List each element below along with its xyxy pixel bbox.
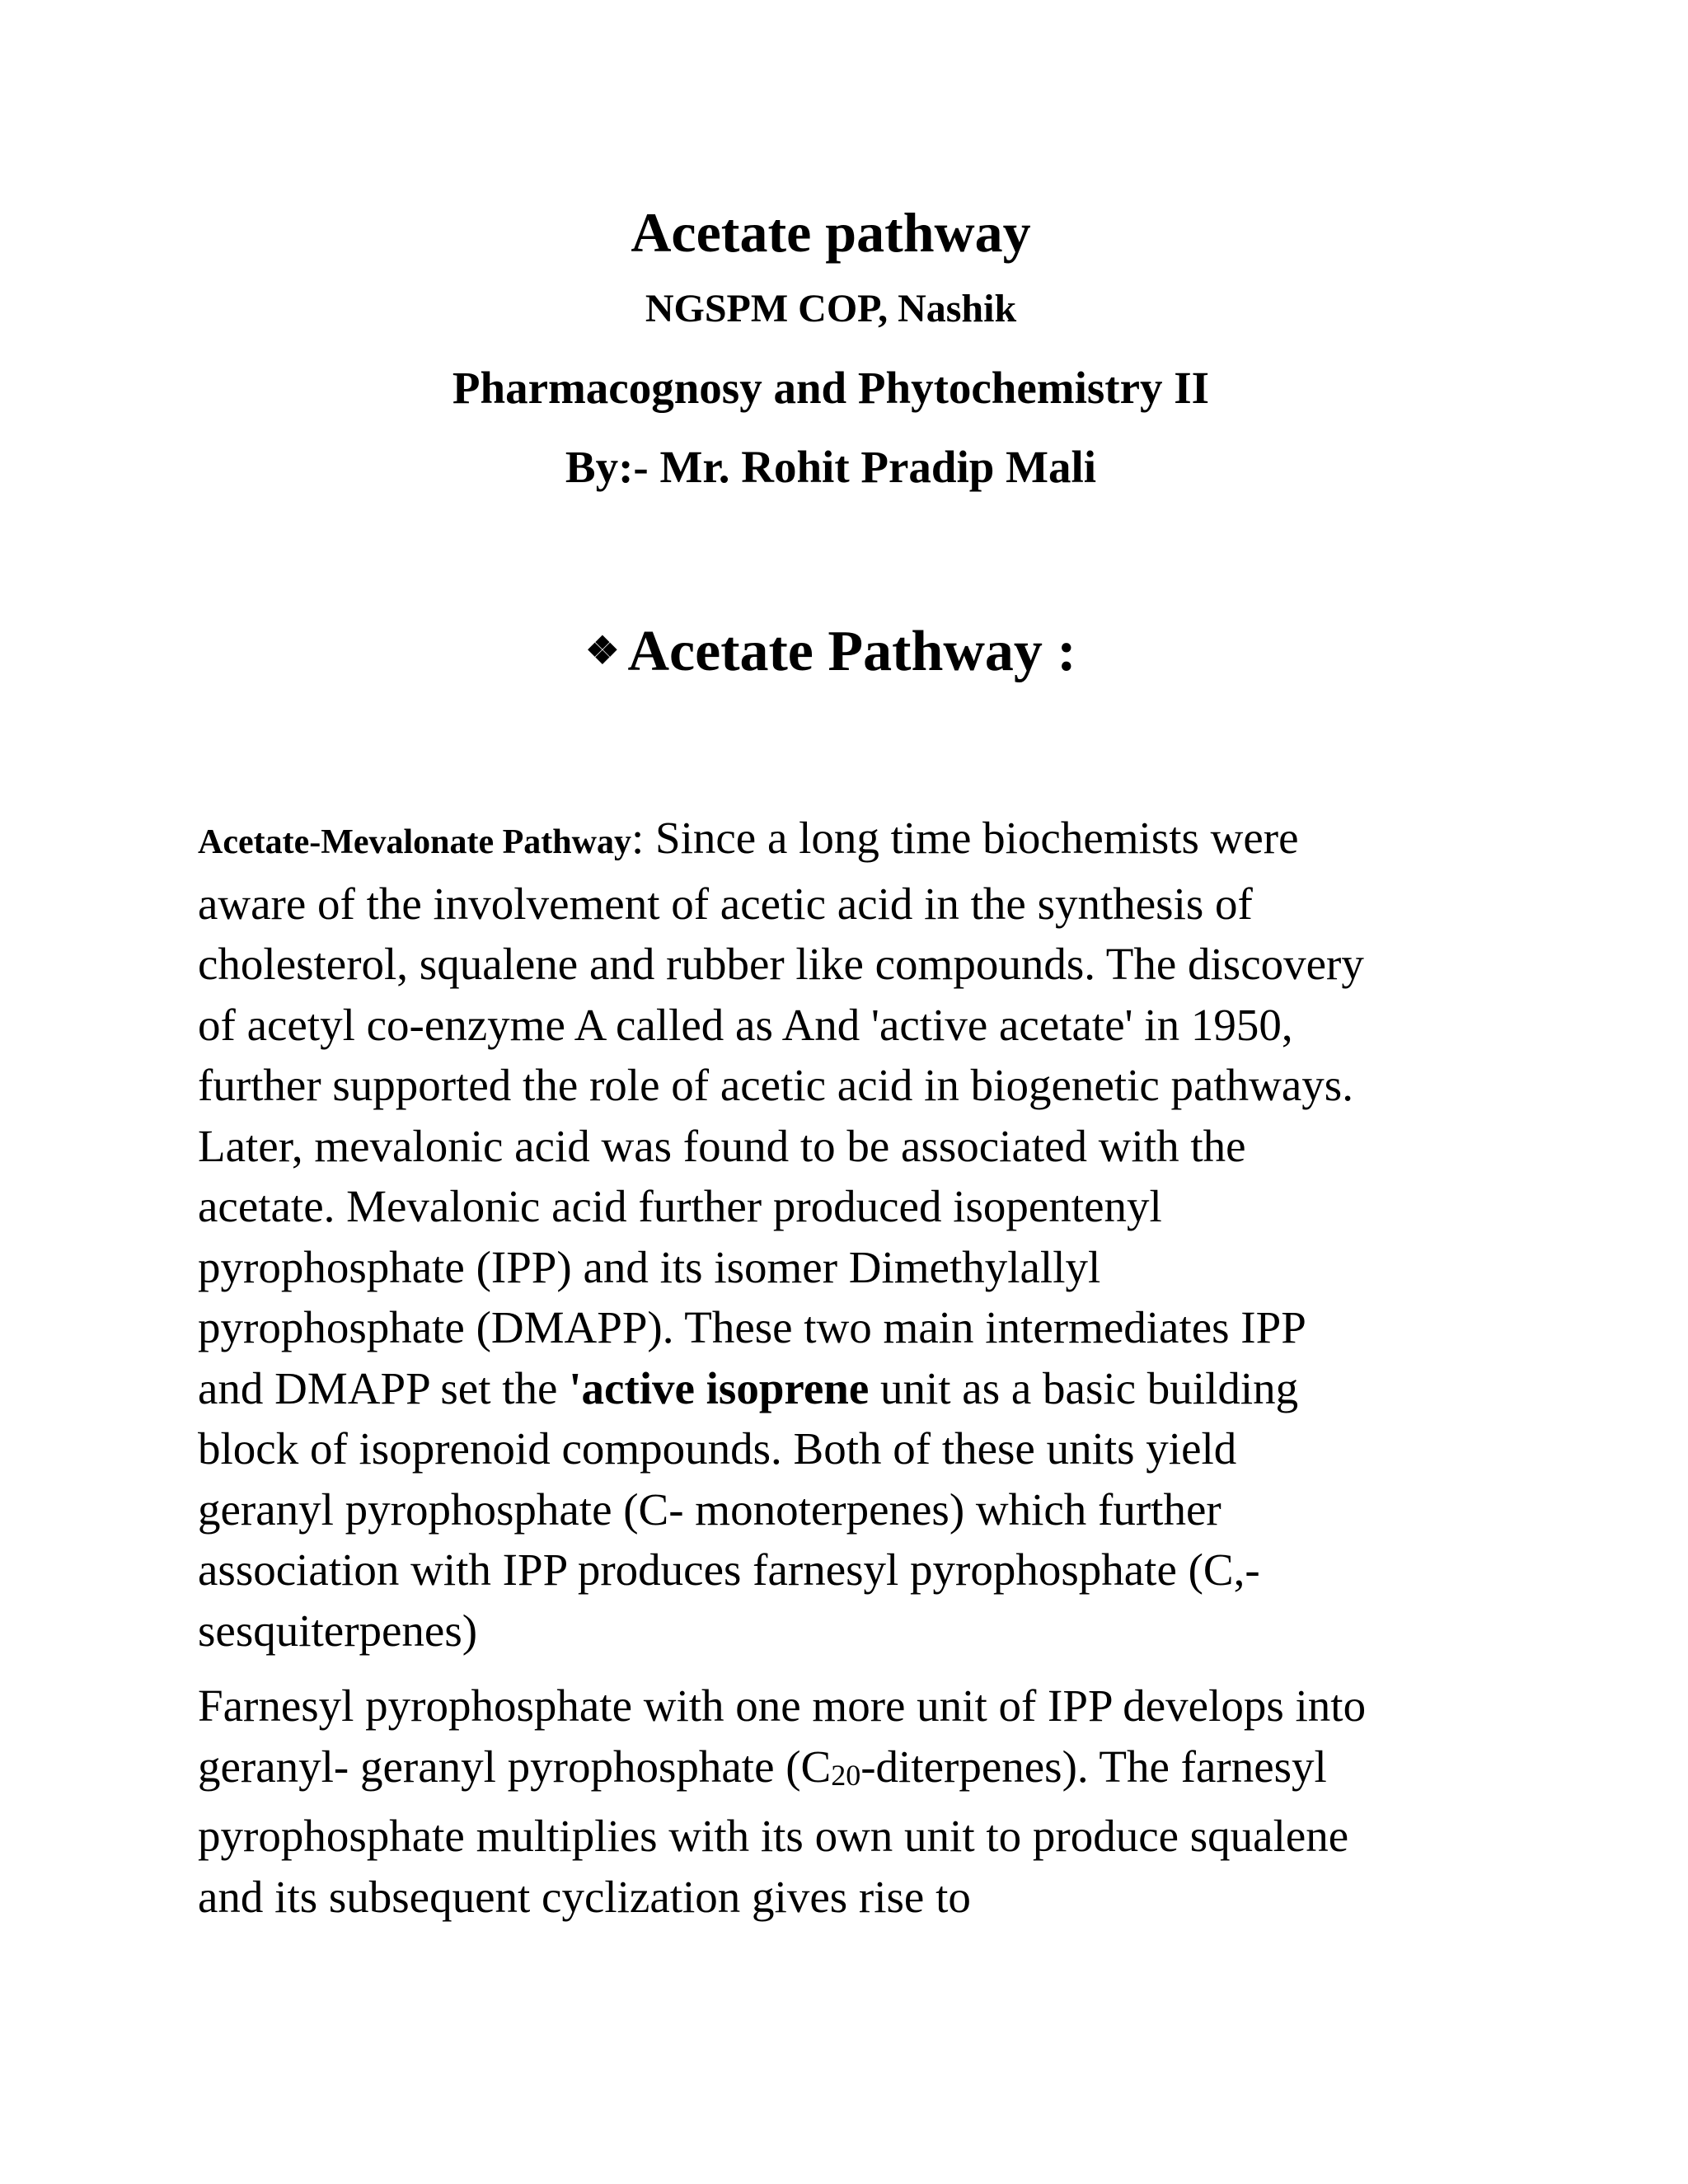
paragraph-line-text: -diterpenes). The farnesyl — [860, 1741, 1327, 1792]
paragraph-line: block of isoprenoid compounds. Both of these units yield — [198, 1423, 1237, 1474]
lead-term: Acetate-Mevalonate Pathway — [198, 823, 631, 861]
paragraph-line: aware of the involvement of acetic acid in the synthesis of — [198, 878, 1253, 929]
paragraph-line: pyrophosphate multiplies with its own unit to produce squalene — [198, 1811, 1349, 1861]
paragraph-line: and its subsequent cyclization gives rise to — [198, 1871, 971, 1922]
paragraph-line: of acetyl co-enzyme A called as And 'active acetate' in 1950, — [198, 999, 1293, 1050]
section-heading-text: Acetate Pathway : — [627, 620, 1076, 683]
paragraph-line: Later, mevalonic acid was found to be associated with the — [198, 1120, 1246, 1171]
author-line: By:- Mr. Rohit Pradip Mali — [565, 442, 1097, 492]
paragraph-line: geranyl pyrophosphate (C- monoterpenes) which further — [198, 1483, 1221, 1535]
paragraph-line: sesquiterpenes) — [198, 1605, 478, 1656]
body-text — [198, 808, 1484, 1927]
paragraph-line — [198, 1736, 1484, 1807]
paragraph-line: Farnesyl pyrophosphate with one more unit of IPP develops into — [198, 1680, 1367, 1731]
paragraph-line-text: : Since a long time biochemists were — [631, 813, 1299, 863]
subject-name: Pharmacognosy and Phytochemistry II — [452, 363, 1210, 413]
bold-term-active-isoprene: 'active isoprene — [569, 1362, 870, 1413]
paragraph-line: acetate. Mevalonic acid further produced isopentenyl — [198, 1181, 1162, 1231]
paragraph-line — [198, 808, 1484, 874]
paragraph-line: cholesterol, squalene and rubber like compounds. The discovery — [198, 939, 1364, 989]
document-header — [0, 191, 1662, 501]
document-title: Acetate pathway — [631, 201, 1031, 264]
paragraph-line: further supported the role of acetic acid in biogenetic pathways. — [198, 1060, 1353, 1110]
paragraph-line: pyrophosphate (IPP) and its isomer Dimethylallyl — [198, 1241, 1101, 1292]
paragraph-farnesyl — [198, 1675, 1484, 1927]
paragraph-line: pyrophosphate (DMAPP). These two main intermediates IPP — [198, 1302, 1306, 1352]
subscript-carbon-count: 20 — [831, 1758, 861, 1792]
four-diamond-bullet-icon: ❖ — [585, 630, 620, 672]
institute-name: NGSPM COP, Nashik — [645, 287, 1017, 330]
paragraph-line — [198, 1358, 1484, 1419]
paragraph-line-text: and DMAPP set the — [198, 1362, 570, 1413]
paragraph-line-text: unit as a basic building — [869, 1362, 1299, 1413]
paragraph-line-text: geranyl- geranyl pyrophosphate (C — [198, 1741, 832, 1792]
paragraph-line: association with IPP produces farnesyl pyrophosphate (C,- — [198, 1544, 1260, 1595]
section-heading — [0, 610, 1662, 693]
paragraph-acetate-mevalonate — [198, 808, 1484, 1661]
